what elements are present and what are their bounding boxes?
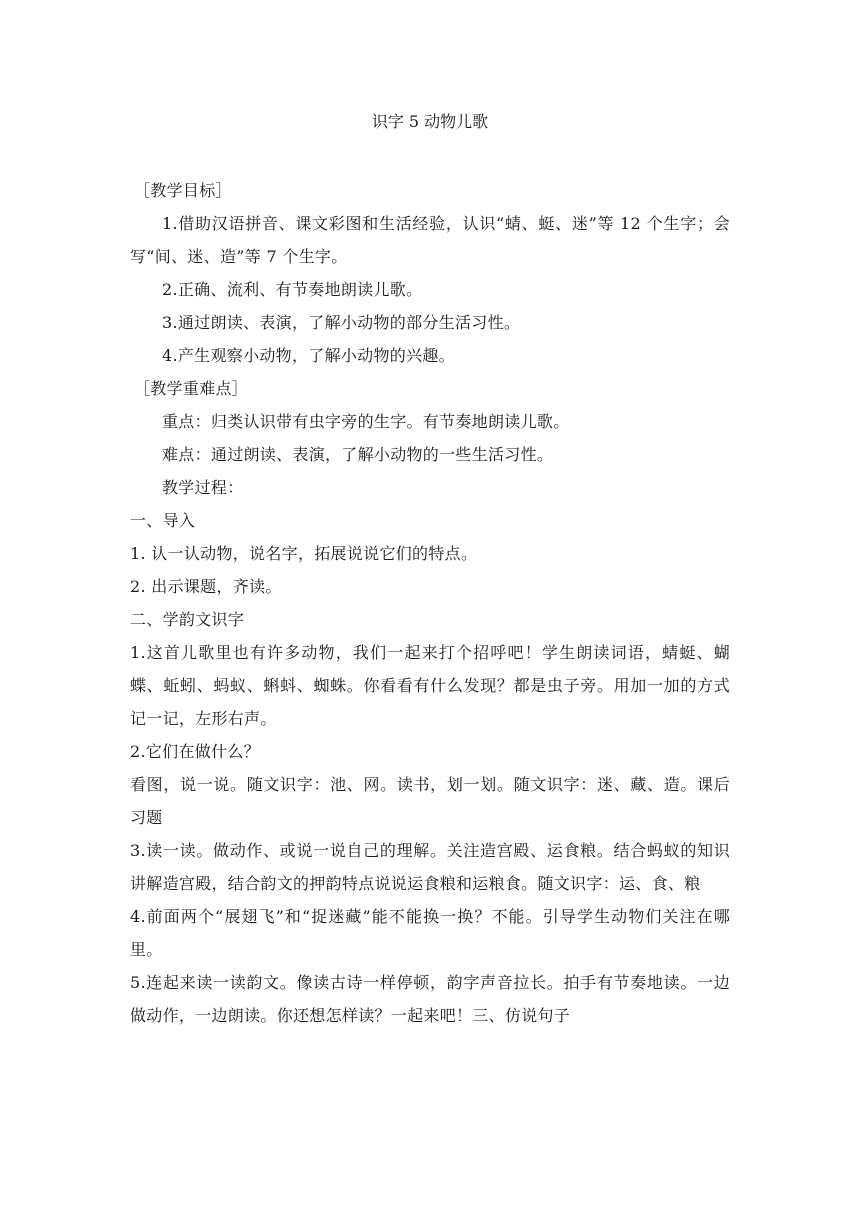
keypoint-item: 难点：通过朗读、表演，了解小动物的一些生活习性。	[162, 445, 554, 464]
objective-item: 3.通过朗读、表演，了解小动物的部分生活习性。	[162, 313, 521, 332]
teaching-process-label: 教学过程：	[162, 478, 244, 497]
part2-item: 看图，说一说。随文识字：池、网。读书，划一划。随文识字：迷、藏、造。课后习题	[130, 775, 730, 827]
objective-item: 2.正确、流利、有节奏地朗读儿歌。	[162, 280, 423, 299]
part1-item: 1. 认一认动物，说名字，拓展说说它们的特点。	[130, 544, 478, 563]
part2-item: 1.这首儿歌里也有许多动物，我们一起来打个招呼吧！学生朗读词语，蜻蜓、蝴蝶、蚯蚓、蚂蚁、蝌蚪、蜘蛛。你看看有什么发现？都是虫子旁。用加一加的方式记一记，左形右声。	[130, 643, 730, 728]
part1-heading: 一、导入	[130, 511, 196, 530]
part1-item: 2. 出示课题，齐读。	[130, 577, 282, 596]
keypoint-item: 重点：归类认识带有虫字旁的生字。有节奏地朗读儿歌。	[162, 412, 570, 431]
objective-item: 4.产生观察小动物，了解小动物的兴趣。	[162, 346, 455, 365]
part2-item: 5.连起来读一读韵文。像读古诗一样停顿，韵字声音拉长。拍手有节奏地读。一边做动作，一边朗读。你还想怎样读？一起来吧！三、仿说句子	[130, 973, 730, 1025]
objective-item: 1.借助汉语拼音、课文彩图和生活经验，认识“蜻、蜓、迷”等 12 个生字；会写“间、迷、造”等 7 个生字。	[130, 214, 730, 266]
part2-heading: 二、学韵文识字	[130, 610, 245, 629]
part2-item: 3.读一读。做动作、或说一说自己的理解。关注造宫殿、运食粮。结合蚂蚁的知识讲解造宫殿，结合韵文的押韵特点说说运食粮和运粮食。随文识字：运、食、粮	[130, 841, 730, 893]
document-title: 识字 5 动物儿歌	[371, 112, 489, 131]
part2-item: 4.前面两个“展翅飞”和“捉迷藏”能不能换一换？不能。引导学生动物们关注在哪里。	[130, 907, 730, 959]
objectives-heading: ［教学目标］	[134, 181, 232, 200]
document-body	[130, 174, 730, 1032]
part2-item: 2.它们在做什么？	[130, 742, 260, 761]
keypoints-heading: ［教学重难点］	[134, 379, 249, 398]
